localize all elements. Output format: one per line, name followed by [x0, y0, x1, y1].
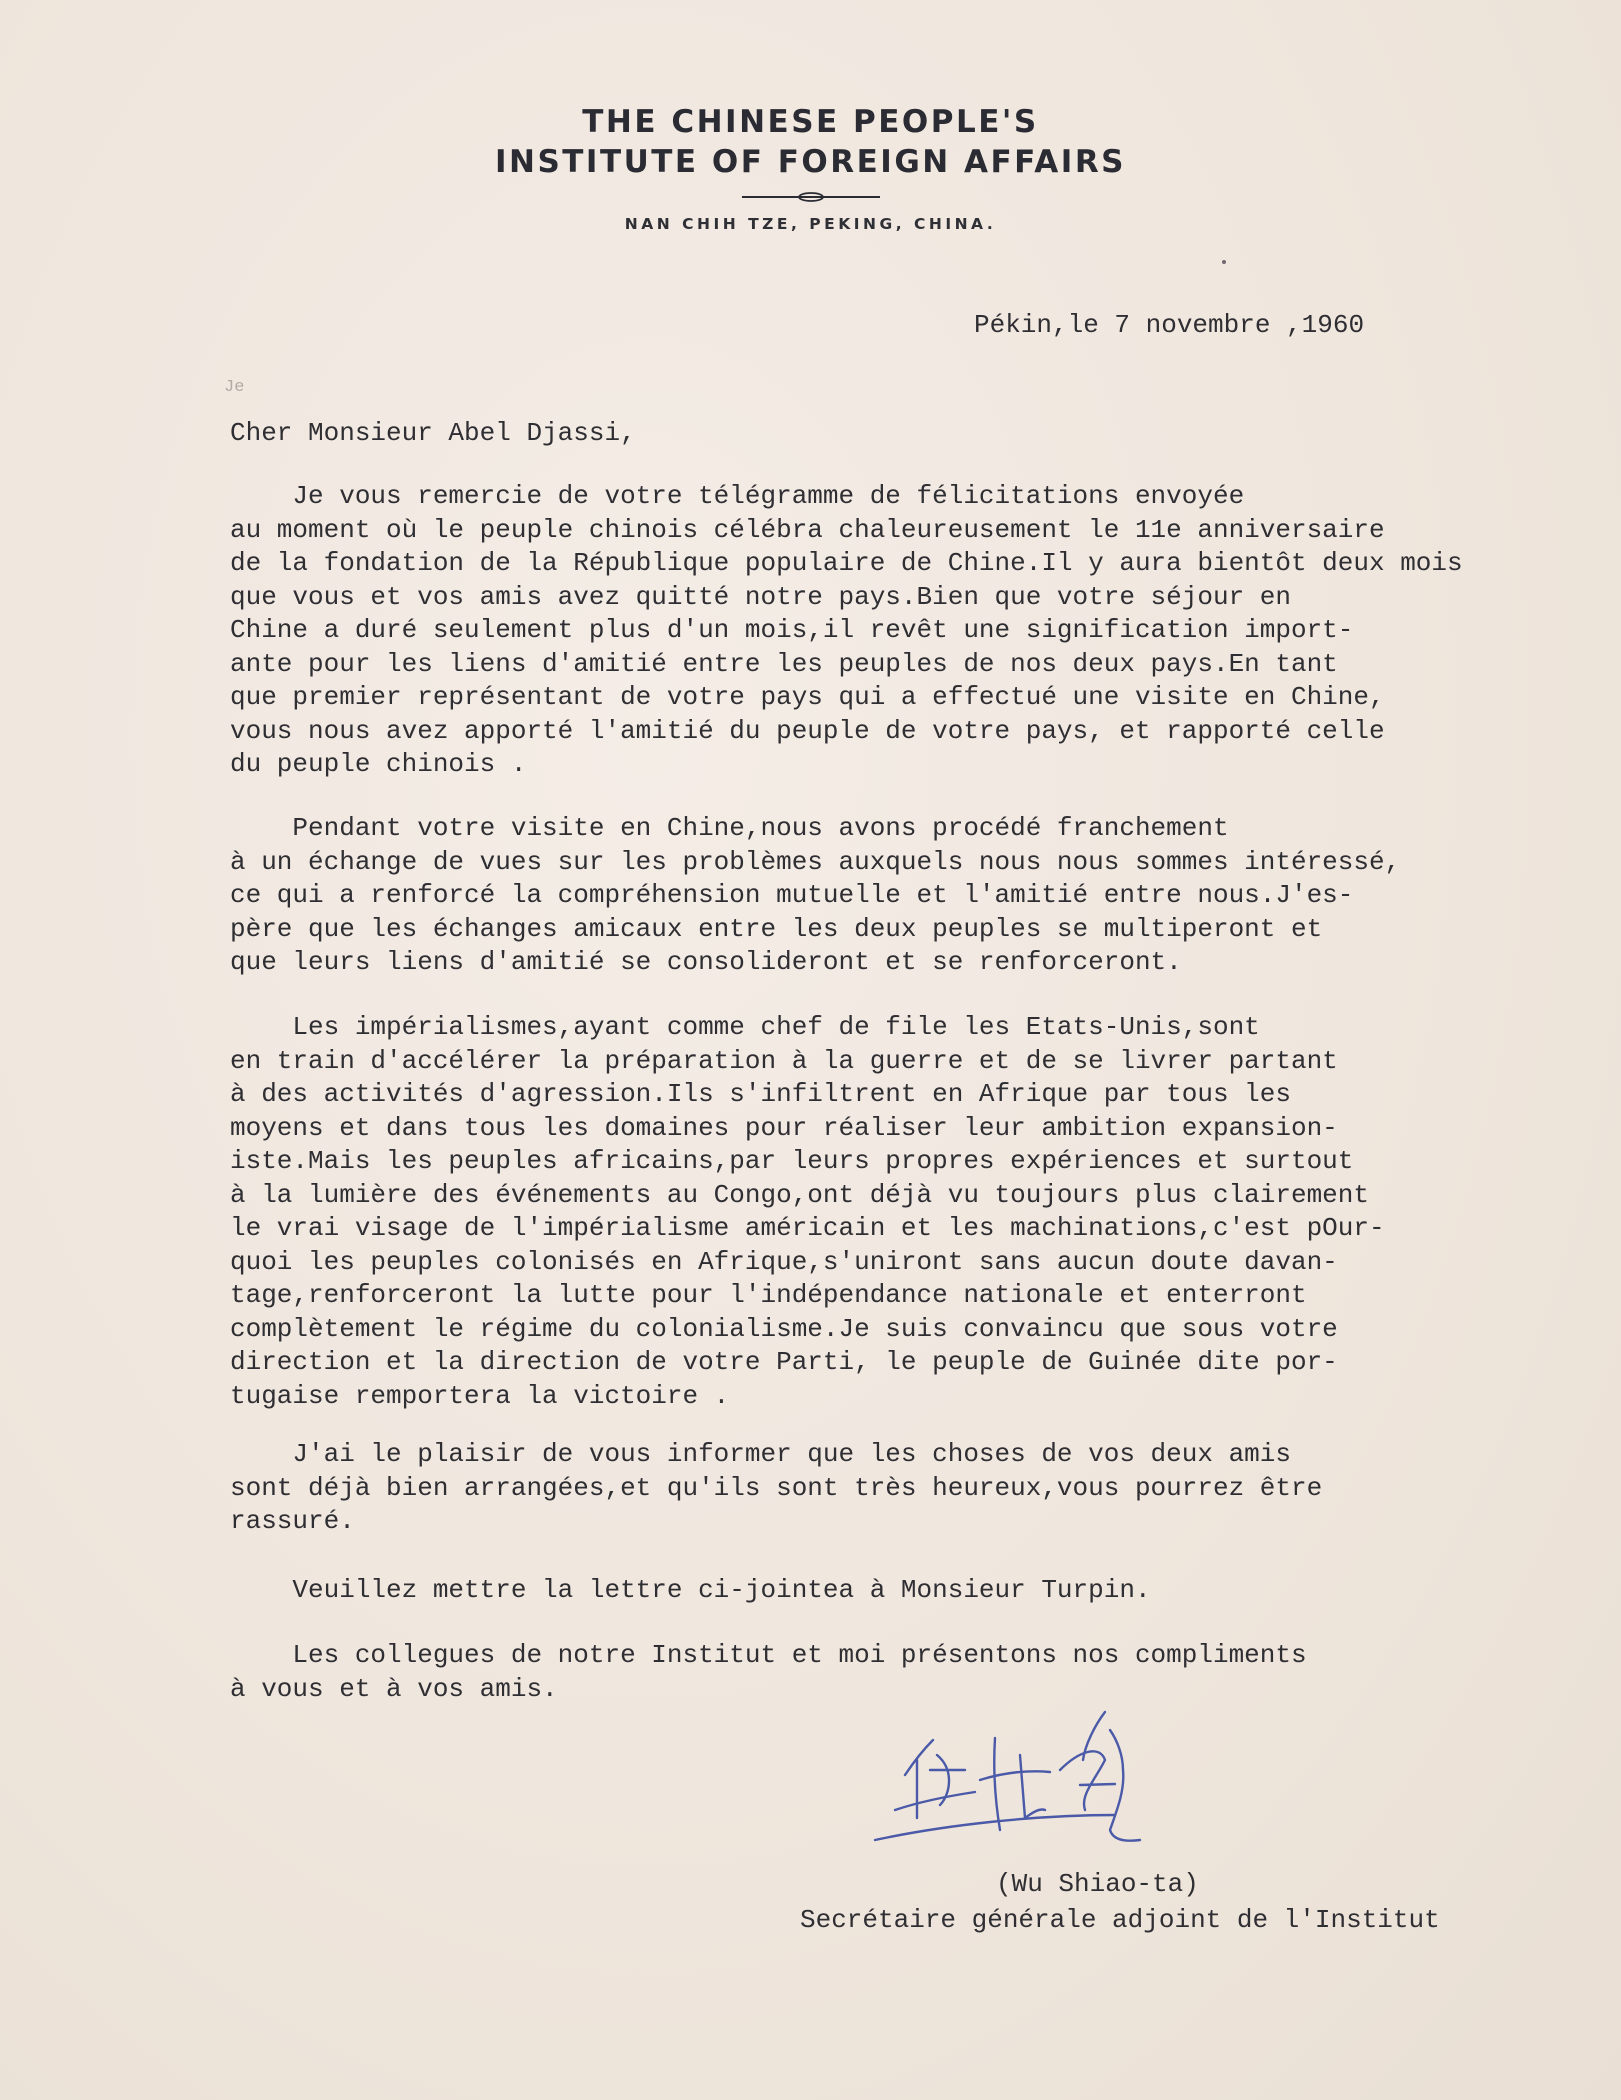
paragraph-line: de la fondation de la République populaire de Chine.Il y aura bientôt deux mois — [230, 548, 1463, 578]
paragraph-line: que premier représentant de votre pays qui a effectué une visite en Chine, — [230, 682, 1385, 712]
paragraph-line: du peuple chinois . — [230, 749, 527, 779]
paragraph-line: complètement le régime du colonialisme.Je suis convaincu que sous votre — [230, 1313, 1338, 1344]
paragraph-5 — [230, 1574, 1480, 1608]
paragraph-line: Chine a duré seulement plus d'un mois,il revêt une signification import- — [230, 615, 1354, 645]
paragraph-line: quoi les peuples colonisés en Afrique,s'uniront sans aucun doute davan- — [230, 1246, 1338, 1277]
letterhead-title-line2: INSTITUTE OF FOREIGN AFFAIRS — [494, 144, 1127, 180]
paragraph-line: en train d'accélérer la préparation à la guerre et de se livrer partant — [230, 1045, 1338, 1076]
paragraph-line: tage,renforceront la lutte pour l'indépendance nationale et enterront — [230, 1280, 1307, 1310]
paragraph-line: direction et la direction de votre Parti, le peuple de Guinée dite por- — [230, 1347, 1338, 1377]
signatory-title: Secrétaire générale adjoint de l'Institut — [800, 1905, 1440, 1935]
signatory-name: (Wu Shiao-ta) — [996, 1869, 1199, 1899]
letter-date: Pékin,le 7 novembre ,1960 — [974, 310, 1365, 340]
salutation: Cher Monsieur Abel Djassi, — [230, 418, 636, 448]
paragraph-line: que vous et vos amis avez quitté notre pays.Bien que votre séjour en — [230, 581, 1291, 612]
paragraph-line: à la lumière des événements au Congo,ont déjà vu toujours plus clairement — [230, 1179, 1369, 1210]
paragraph-line: rassuré. — [230, 1506, 355, 1536]
paragraph-4 — [230, 1438, 1480, 1539]
paragraph-line: Veuillez mettre la lettre ci-jointea à Monsieur Turpin. — [230, 1575, 1151, 1605]
paragraph-line: J'ai le plaisir de vous informer que les choses de vos deux amis — [230, 1439, 1291, 1469]
paragraph-line: à vous et à vos amis. — [230, 1673, 558, 1704]
paragraph-6 — [230, 1639, 1480, 1706]
paragraph-line: le vrai visage de l'impérialisme américain et les machinations,c'est pOur- — [230, 1213, 1385, 1243]
paragraph-1 — [230, 480, 1480, 782]
paragraph-line: Je vous remercie de votre télégramme de félicitations envoyée — [230, 481, 1245, 511]
paragraph-line: iste.Mais les peuples africains,par leurs propres expériences et surtout — [230, 1146, 1354, 1176]
paragraph-line: ante pour les liens d'amitié entre les peuples de nos deux pays.En tant — [230, 648, 1338, 679]
paragraph-line: tugaise remportera la victoire . — [230, 1380, 730, 1411]
paragraph-line: Les impérialismes,ayant comme chef de file les Etats-Unis,sont — [230, 1012, 1260, 1042]
handwritten-signature — [855, 1700, 1215, 1870]
paragraph-line: père que les échanges amicaux entre les deux peuples se multiperont et — [230, 913, 1323, 944]
paragraph-line: à un échange de vues sur les problèmes auxquels nous nous sommes intéressé, — [230, 846, 1401, 877]
paragraph-line: à des activités d'agression.Ils s'infiltrent en Afrique par tous les — [230, 1079, 1291, 1109]
margin-note: Je — [224, 378, 245, 397]
paragraph-line: Pendant votre visite en Chine,nous avons procédé franchement — [230, 813, 1229, 843]
letterhead-address: NAN CHIH TZE, PEKING, CHINA. — [624, 215, 997, 233]
paragraph-line: ce qui a renforcé la compréhension mutuelle et l'amitié entre nous.J'es- — [230, 880, 1354, 910]
letterhead-title-line1: THE CHINESE PEOPLE'S — [582, 104, 1039, 140]
paragraph-3 — [230, 1011, 1480, 1413]
paragraph-line: vous nous avez apporté l'amitié du peuple de votre pays, et rapporté celle — [230, 715, 1385, 746]
paragraph-line: au moment où le peuple chinois célébra chaleureusement le 11e anniversaire — [230, 514, 1385, 545]
paragraph-line: Les collegues de notre Institut et moi présentons nos compliments — [230, 1640, 1307, 1670]
paragraph-line: sont déjà bien arrangées,et qu'ils sont très heureux,vous pourrez être — [230, 1472, 1323, 1503]
paragraph-line: moyens et dans tous les domaines pour réaliser leur ambition expansion- — [230, 1112, 1338, 1143]
paragraph-line: que leurs liens d'amitié se consolideront et se renforceront. — [230, 947, 1182, 977]
letterhead-ornament — [0, 190, 1621, 204]
paper-speck — [1222, 260, 1226, 264]
paragraph-2 — [230, 812, 1480, 980]
